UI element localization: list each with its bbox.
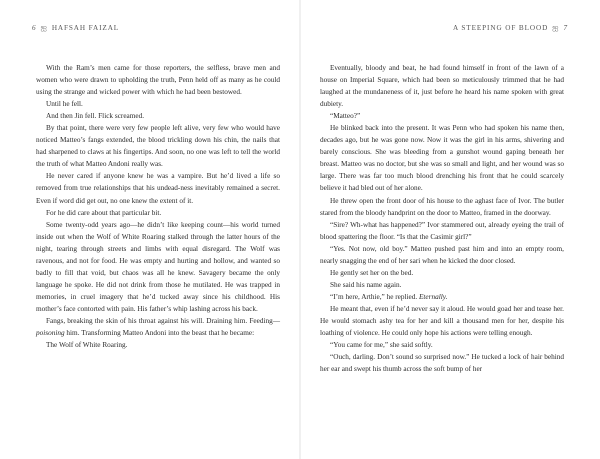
paragraph: She said his name again. bbox=[330, 280, 402, 289]
paragraph: He never cared if anyone knew he was a vampire. But he’d lived a life so removed from true relationships that his undead-ness inevitably remained a secret. Even if word did get out, no one knew the extent of it. bbox=[36, 172, 280, 205]
right-body-text bbox=[320, 62, 564, 375]
right-ornament-icon: ஐ bbox=[552, 23, 560, 32]
paragraph: Some twenty-odd years ago—he didn’t like keeping count—his world turned inside out when the Wolf of White Roaring stalked through the latter hours of the night, tearing through streets and limbs with equal disregard. The Wolf was ravenous, and not for food. He was empty and hurting and hollow, and wanted so badly to fill that void, but chaos was all he knew. Savagery became the only language he spoke. He did not drink from those he mutilated. He was trapped in memories, in cruel imagery that he’d tucked away since his childhood. His mother’s face contorted with pain. His father’s whip lashing across his back. bbox=[36, 220, 280, 313]
author-name: HAFSAH FAIZAL bbox=[51, 24, 120, 32]
paragraph: “Yes. Not now, old boy.” Matteo pushed past him and into an empty room, nearly snagging the end of her sari when he kicked the door closed. bbox=[320, 244, 564, 265]
right-page-number: 7 bbox=[563, 24, 568, 32]
paragraph: And then Jin fell. Flick screamed. bbox=[46, 112, 145, 121]
paragraph: “Ouch, darling. Don’t sound so surprised now.” He tucked a lock of hair behind her ear and swept his thumb across the soft bump of her bbox=[320, 353, 564, 374]
left-page-number: 6 bbox=[32, 24, 37, 32]
paragraph: “Matteo?” bbox=[330, 112, 361, 121]
paragraph-text: Fangs, breaking the skin of his throat against his will. Draining him. Feeding— bbox=[46, 316, 280, 325]
paragraph-text: “I’m here, Arthie,” he replied. bbox=[330, 292, 419, 301]
paragraph: By that point, there were very few people left alive, very few who would have noticed Matteo’s fangs extended, the blood trickling down his chin, the nails that had sharpened to claws at his fingertips. And soon, no one was left to tell the world the truth of what Matteo Andoni really was. bbox=[36, 124, 280, 169]
paragraph: Eventually, bloody and beat, he had found himself in front of the lawn of a house on Imperial Square, which had been so meticulously trimmed that he had laughed at the mundaneness of it, just before he heard his name spoken with great dubiety. bbox=[320, 64, 564, 109]
paragraph: “Sire? Wh-what has happened?” Ivor stammered out, already eyeing the trail of blood spattering the floor. “Is that the Casimir girl?” bbox=[320, 220, 564, 241]
paragraph: Until he fell. bbox=[46, 100, 83, 109]
book-title: A STEEPING OF BLOOD bbox=[453, 24, 549, 32]
paragraph: He meant that, even if he’d never say it aloud. He would goad her and tease her. He would stomach ashy tea for her and kill a thousand men for her, despite his loathing of violence. He could only hope his actions were telling enough. bbox=[320, 304, 564, 338]
paragraph-text: him. Transforming Matteo Andoni into the beast that he became: bbox=[64, 329, 255, 338]
paragraph: He threw open the front door of his house to the aghast face of Ivor. The butler stared from the bloody handprint on the door to Matteo, framed in the doorway. bbox=[320, 196, 564, 217]
paragraph: He blinked back into the present. It was Penn who had spoken his name then, decades ago, but he was gone now. Now it was the girl in his arms, shivering and barely conscious. She was bleeding from a gunshot wound gaping beneath her breast. Matteo was no doctor, but she was so small and light, and her wound was so large. There was far too much blood drenching his front that he could scarcely believe it had bled out of her alone. bbox=[320, 124, 564, 193]
left-running-head bbox=[32, 23, 119, 33]
paragraph bbox=[36, 315, 280, 339]
left-ornament-icon: ஐ bbox=[40, 23, 48, 32]
left-body-text bbox=[36, 62, 280, 351]
paragraph: The Wolf of White Roaring. bbox=[46, 341, 128, 350]
paragraph: “You came for me,” she said softly. bbox=[330, 341, 433, 350]
paragraph: For he did care about that particular bit. bbox=[46, 208, 162, 217]
paragraph: With the Ram’s men came for those reporters, the selfless, brave men and women who were drawn to upholding the truth, Penn held off as many as he could using the strange and wicked power with which he had been bestowed. bbox=[36, 64, 280, 97]
emphasis-text: Eternally. bbox=[418, 292, 448, 301]
emphasis-text: poisoning bbox=[36, 329, 65, 338]
right-running-head bbox=[453, 23, 568, 33]
right-page bbox=[300, 0, 600, 459]
paragraph: He gently set her on the bed. bbox=[330, 268, 414, 277]
paragraph bbox=[320, 291, 564, 303]
